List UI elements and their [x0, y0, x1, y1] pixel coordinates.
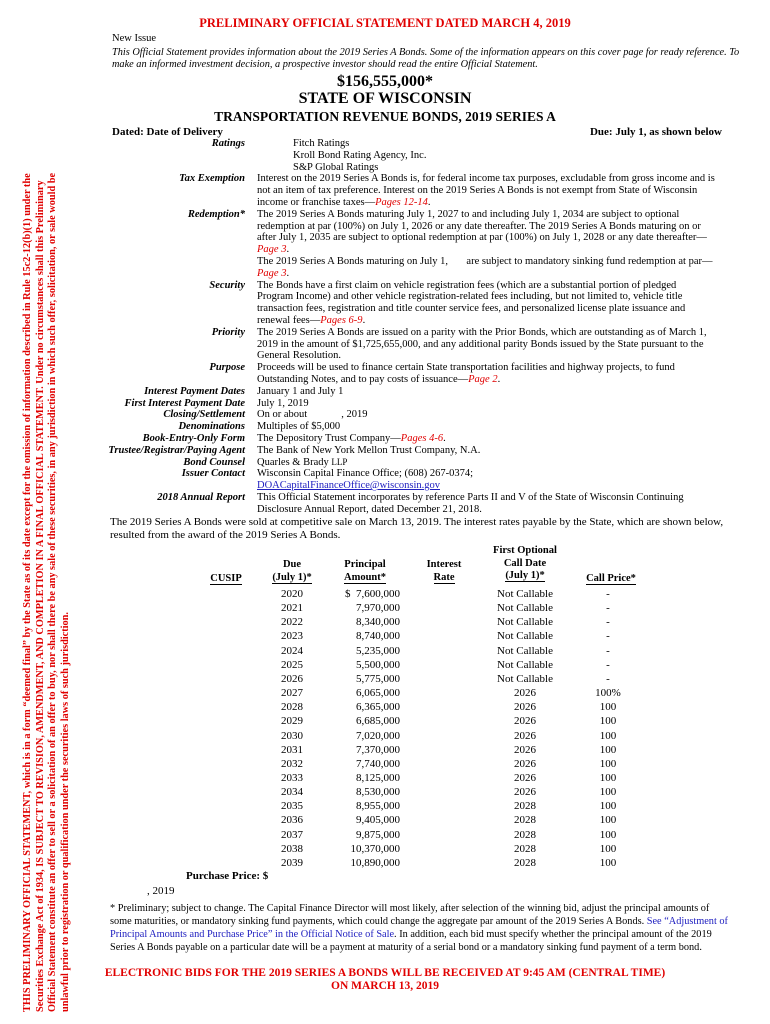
table-cell-principal: 8,955,000: [356, 800, 400, 813]
table-cell-principal: 7,740,000: [356, 757, 400, 770]
table-cell-principal: 10,890,000: [350, 856, 400, 869]
term-label: Interest Payment Dates: [144, 385, 245, 397]
legend-line: unlawful prior to registration or qualification under the securities laws of such jurisdiction.: [59, 612, 71, 1012]
table-cell-call-price: -: [606, 672, 610, 685]
issuer-title: STATE OF WISCONSIN: [298, 90, 472, 107]
table-cell-call-date: 2028: [514, 828, 536, 841]
term-value: [257, 433, 715, 445]
term-value: Multiples of $5,000: [257, 421, 341, 433]
table-cell-call-price: 100: [599, 701, 617, 714]
table-cell-call-date: Not Callable: [497, 644, 553, 657]
table-cell-due: 2034: [281, 786, 303, 799]
table-cell-principal: 9,405,000: [356, 814, 400, 827]
table-cell-due: 2023: [281, 630, 303, 643]
term-label: Priority: [211, 326, 245, 338]
column-header-interest: Interest Rate: [426, 559, 462, 583]
table-cell-call-price: 100: [599, 715, 617, 728]
page-reference[interactable]: Page 3: [257, 267, 287, 279]
intro-text: This Official Statement provides information about the 2019 Series A Bonds. Some of the information appears on this cover page for ready reference. To make an informed investment decision, a prospective investor should read the entire Official Statement.: [112, 47, 740, 71]
terms-row-denominations: [0, 421, 770, 433]
table-cell-principal: 8,125,000: [356, 771, 400, 784]
table-cell-call-price: 100: [599, 814, 617, 827]
page-reference[interactable]: Page 3: [257, 244, 287, 256]
table-cell-due: 2033: [281, 771, 303, 784]
table-cell-call-date: Not Callable: [497, 616, 553, 629]
term-label: 2018 Annual Report: [157, 491, 245, 503]
term-text: .: [443, 432, 446, 444]
table-cell-call-date: 2026: [514, 729, 536, 742]
terms-row-interest-dates: [0, 386, 770, 398]
table-cell-call-date: 2026: [514, 786, 536, 799]
notice-line: ELECTRONIC BIDS FOR THE 2019 SERIES A BONDS WILL BE RECEIVED AT 9:45 AM (CENTRAL TIME): [104, 967, 666, 979]
table-cell-principal: 6,065,000: [356, 687, 400, 700]
table-cell-call-price: 100: [599, 842, 617, 855]
term-label: Security: [209, 279, 245, 291]
table-cell-call-date: Not Callable: [497, 588, 553, 600]
notice-line: ON MARCH 13, 2019: [331, 979, 439, 992]
terms-row-security: [0, 280, 770, 327]
table-cell-principal: 7,970,000: [356, 602, 400, 615]
terms-row-bond-counsel: [0, 457, 770, 469]
term-text: Wisconsin Capital Finance Office; (608) 267-0374;: [257, 468, 474, 480]
table-cell-call-price: 100: [599, 771, 617, 784]
issuer-email-link[interactable]: DOACapitalFinanceOffice@wisconsin.gov: [257, 480, 440, 492]
table-cell-principal: 8,740,000: [356, 630, 400, 643]
legend-line: Securities Exchange Act of 1934, IS SUBJECT TO REVISION, AMENDMENT, AND COMPLETION IN A FINAL OFFICIAL STATEMENT. Under no circumstances shall this Preliminary: [34, 180, 46, 1012]
footnote-text: * Preliminary; subject to change. The Capital Finance Director will most likely, after selection of the winning bid, adjust the principal amounts of some maturities, or mandatory sinking fund payments, which could change the aggregate par amount of the 2019 Series A Bonds.: [110, 903, 710, 927]
dated-label: Dated: Date of Delivery: [112, 126, 223, 138]
terms-row-issuer: [0, 468, 770, 492]
table-cell-due: 2028: [281, 701, 303, 714]
table-cell-call-date: Not Callable: [497, 602, 553, 615]
term-label: First Interest Payment Date: [124, 397, 245, 409]
table-cell-due: 2037: [281, 828, 303, 841]
table-cell-due: 2039: [281, 856, 303, 869]
table-cell-call-date: 2026: [514, 771, 536, 784]
term-label: Tax Exemption: [179, 173, 245, 185]
table-cell-call-date: 2028: [514, 814, 536, 827]
term-text: .: [286, 267, 290, 279]
term-label: Book-Entry-Only Form: [142, 432, 245, 444]
table-cell-principal: 8,530,000: [356, 786, 400, 799]
table-cell-principal: $ 7,600,000: [345, 588, 400, 600]
terms-row-annual-report: [0, 492, 770, 516]
term-label: Redemption*: [187, 208, 245, 220]
table-cell-due: 2021: [281, 602, 303, 615]
term-value: The Bank of New York Mellon Trust Company, N.A.: [257, 444, 481, 456]
table-cell-principal: 5,775,000: [356, 672, 400, 685]
new-issue-label: New Issue: [112, 33, 157, 44]
table-cell-call-date: Not Callable: [497, 672, 553, 685]
term-value: [257, 280, 715, 327]
table-cell-due: 2025: [281, 658, 303, 671]
page-reference[interactable]: Pages 12-14: [375, 196, 428, 208]
term-value: The 2019 Series A Bonds are issued on a parity with the Prior Bonds, which are outstanding as of March 1, 2019 in the amount of $1,725,655,000, and any additional parity Bonds issued by the State pursuant to the General Resolution.: [257, 326, 707, 362]
table-cell-call-date: 2026: [514, 743, 536, 756]
column-header-call-date: First Optional Call Date (July 1)*: [493, 545, 557, 581]
terms-row-trustee: [0, 445, 770, 457]
table-cell-due: 2038: [281, 842, 303, 855]
table-cell-principal: 7,020,000: [356, 729, 400, 742]
term-value: [257, 138, 751, 173]
term-text: .: [286, 244, 290, 256]
table-cell-principal: 7,370,000: [356, 743, 400, 756]
term-label: Purpose: [209, 362, 245, 374]
table-cell-due: 2036: [281, 814, 303, 827]
table-cell-call-price: 100%: [595, 687, 621, 700]
legend-line: THIS PRELIMINARY OFFICIAL STATEMENT, which is in a form “deemed final” by the State as of its date except for the omission of information described in Rule 15c2-12(b)(1) under the: [22, 173, 33, 1012]
column-header-cusip: CUSIP: [210, 573, 242, 584]
term-value: [257, 468, 715, 492]
preliminary-heading: PRELIMINARY OFFICIAL STATEMENT DATED MARCH 4, 2019: [199, 16, 571, 30]
term-text: LLP: [331, 456, 348, 467]
table-cell-call-date: 2026: [514, 701, 536, 714]
bond-series-title: TRANSPORTATION REVENUE BONDS, 2019 SERIES A: [214, 109, 556, 124]
table-cell-principal: 6,685,000: [356, 715, 400, 728]
table-cell-call-price: 100: [599, 856, 617, 869]
term-text: .: [362, 314, 366, 326]
table-cell-call-date: Not Callable: [497, 658, 553, 671]
term-label: Issuer Contact: [181, 468, 245, 480]
table-cell-due: 2032: [281, 757, 303, 770]
table-cell-due: 2030: [281, 729, 303, 742]
term-text: Proceeds will be used to finance certain State transportation facilities and highway projects, to fund Outstanding Notes, and to pay costs of issuance—: [257, 362, 675, 385]
column-header-principal: Principal Amount*: [343, 559, 386, 583]
table-cell-call-price: -: [606, 588, 610, 600]
column-header-due: Due (July 1)*: [272, 559, 312, 583]
term-text: Quarles & Brady: [257, 456, 332, 468]
table-cell-call-price: -: [606, 616, 610, 629]
table-cell-call-date: Not Callable: [497, 630, 553, 643]
table-cell-call-price: 100: [599, 757, 617, 770]
term-value: January 1 and July 1: [257, 385, 344, 397]
table-cell-call-price: 100: [599, 786, 617, 799]
legend-line: Official Statement constitute an offer to sell or a solicitation of an offer to buy, nor shall there be any sale of these securities, in any jurisdiction in which such offer, solicitation, or sale would be: [47, 172, 59, 1012]
rating-agency: S&P Global Ratings: [293, 161, 379, 173]
table-cell-due: 2029: [281, 715, 303, 728]
term-label: Closing/Settlement: [163, 409, 245, 421]
electronic-bids-notice: [0, 967, 770, 992]
term-value: July 1, 2019: [257, 397, 309, 409]
term-text: .: [427, 196, 431, 208]
page-reference[interactable]: Pages 4-6: [400, 432, 444, 444]
rating-agency: Kroll Bond Rating Agency, Inc.: [293, 149, 427, 161]
term-value: [257, 173, 715, 208]
table-cell-principal: 5,500,000: [356, 658, 400, 671]
terms-row-closing: [0, 409, 770, 421]
table-cell-call-date: 2026: [514, 757, 536, 770]
term-value: On or about , 2019: [257, 409, 368, 421]
page-reference[interactable]: Pages 6-9: [320, 314, 363, 326]
rating-agency: Fitch Ratings: [293, 138, 350, 149]
column-header-call-price: Call Price*: [586, 573, 636, 584]
purchase-date: , 2019: [147, 885, 175, 897]
table-cell-principal: 10,370,000: [350, 842, 400, 855]
terms-row-priority: [0, 327, 770, 362]
page-reference[interactable]: Page 2: [468, 373, 498, 385]
issue-amount: $156,555,000*: [337, 73, 433, 90]
footnote: [110, 902, 730, 954]
table-cell-due: 2022: [281, 616, 303, 629]
table-cell-call-price: -: [606, 630, 610, 643]
table-cell-call-price: 100: [599, 800, 617, 813]
term-text: .: [497, 373, 501, 385]
table-cell-due: 2031: [281, 743, 303, 756]
table-cell-principal: 6,365,000: [356, 701, 400, 714]
table-cell-call-date: 2026: [514, 715, 536, 728]
term-label: Bond Counsel: [183, 456, 245, 468]
term-label: Trustee/Registrar/Paying Agent: [108, 444, 245, 456]
table-cell-due: 2027: [281, 687, 303, 700]
term-value: [257, 457, 715, 469]
term-value: [257, 362, 715, 386]
purchase-price: Purchase Price: $: [186, 870, 269, 882]
term-label: Denominations: [178, 421, 245, 433]
table-cell-principal: 8,340,000: [356, 616, 400, 629]
table-cell-due: 2020: [281, 588, 303, 600]
table-cell-call-date: 2028: [514, 842, 536, 855]
table-cell-call-price: 100: [599, 743, 617, 756]
term-text: The 2019 Series A Bonds maturing July 1, 2027 to and including July 1, 2034 are subject to optional redemption at par (100%) on July 1, 2026 or any date thereafter. The 2019 Series A Bonds maturing on or after July 1, 2035 are subject to optional redemption at par (100%) on July 1, 2028 or any date thereafter—: [257, 208, 707, 244]
table-cell-call-price: -: [606, 602, 610, 615]
sale-description: The 2019 Series A Bonds were sold at competitive sale on March 13, 2019. The interest rates payable by the State, which are shown below, resulted from the award of the 2019 Series A Bonds.: [110, 516, 724, 541]
table-cell-call-price: 100: [599, 828, 617, 841]
table-cell-due: 2026: [281, 672, 303, 685]
table-cell-call-date: 2026: [514, 687, 536, 700]
notice-of-sale-link[interactable]: See “Adjustment of Principal Amounts and Purchase Price” in the Official Notice of Sale: [110, 916, 728, 940]
table-cell-call-price: -: [606, 644, 610, 657]
term-value: [257, 209, 715, 280]
table-cell-principal: 9,875,000: [356, 828, 400, 841]
terms-row-first-interest: [0, 398, 770, 410]
table-cell-due: 2035: [281, 800, 303, 813]
terms-row-book-entry: [0, 433, 770, 445]
term-text: Interest on the 2019 Series A Bonds is, for federal income tax purposes, excludable from gross income and is not an item of tax preference. Interest on the 2019 Series A Bonds is not exempt from State of Wisconsin income or franchise taxes—: [257, 173, 715, 208]
table-cell-call-date: 2028: [514, 856, 536, 869]
table-cell-call-price: -: [606, 658, 610, 671]
terms-section: [0, 138, 770, 516]
table-cell-call-date: 2028: [514, 800, 536, 813]
table-cell-principal: 5,235,000: [356, 644, 400, 657]
table-cell-due: 2024: [281, 644, 303, 657]
due-label: Due: July 1, as shown below: [589, 126, 722, 138]
terms-row-purpose: [0, 362, 770, 386]
term-text: The 2019 Series A Bonds maturing on July 1, are subject to mandatory sinking fund redemption at par—: [257, 255, 713, 267]
terms-row-ratings: [0, 138, 770, 173]
term-text: The Bonds have a first claim on vehicle registration fees (which are a substantial portion of pledged Program Income) and other vehicle registration-related fees including, but not limited to, vehicle title transaction fees, registration and title counter service fees, and personalized license plate issuance and renewal fees—: [257, 279, 686, 326]
terms-row-tax: [0, 173, 770, 208]
terms-row-redemption: [0, 209, 770, 280]
term-text: The Depository Trust Company—: [257, 432, 401, 444]
term-label: Ratings: [211, 138, 245, 149]
table-cell-call-price: 100: [599, 729, 617, 742]
term-value: This Official Statement incorporates by reference Parts II and V of the State of Wisconsin Continuing Disclosure Annual Report, dated December 21, 2018.: [257, 491, 684, 515]
footnote-text: . In addition, each bid must specify whether the principal amount of the 2019 Series A Bonds payable on a particular date will be a payment at maturity of a serial bond or a mandatory sinking fund payment of a term bond.: [110, 929, 712, 953]
